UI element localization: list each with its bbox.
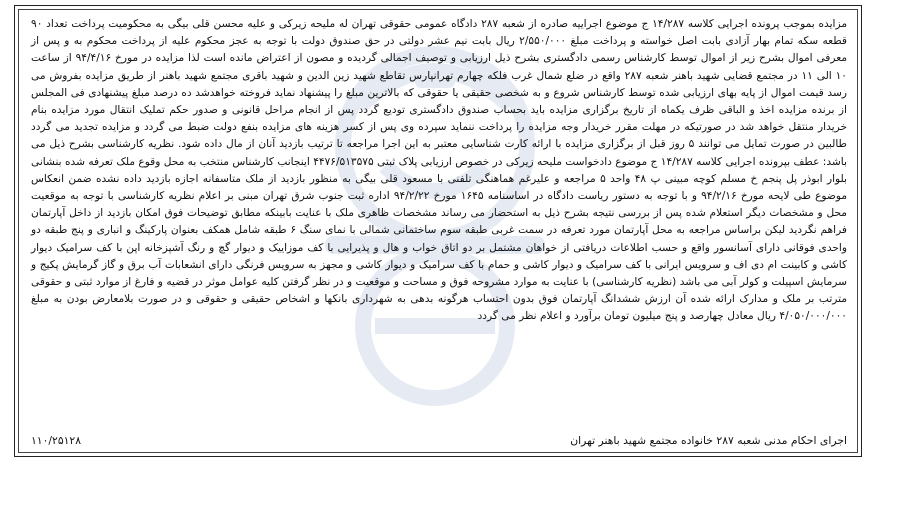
notice-code: ۱۱۰/۲۵۱۲۸ (31, 434, 82, 447)
legal-notice-frame (14, 5, 862, 457)
notice-text: مزایده بموجب پرونده اجرایی کلاسه ۱۴/۲۸۷ ج موضوع اجراییه صادره از شعبه ۲۸۷ دادگاه عمومی حقوقی تهران له ملیحه زیرکی و علیه محسن قلی بیگی به محکومیت پرداخت تعداد ۹۰ قطعه سکه تمام بهار آزادی بابت اصل خواسته و پرداخت مبلغ ۲/۵۵۰/۰۰۰ ریال بابت نیم عشر دولتی در حق صندوق دولت با توجه به عجز محکوم علیه از پرداخت محکوم به و پس از معرفی اموال بشرح زیر از اموال توسط کارشناس رسمی دادگستری بشرح ذیل ارزیابی و توصیف اجمالی گردیده و مصون از اعتراض مانده است لذا مزایده در مورخ ۹۴/۴/۱۶ از ساعت ۱۰ الی ۱۱ در مجتمع قضایی شهید باهنر شعبه ۲۸۷ واقع در ضلع شمال غرب فلکه چهارم تهرانپارس تقاطع شهید زین الدین و شهید باقری مجتمع شهید باهنر از طریق مزایده بفروش می رسد قیمت اموال از پایه بهای ارزیابی شده توسط کارشناس شروع و به شخصی حقیقی یا حقوقی که بالاترین مبلغ را پیشنهاد نماید فروخته خواهدشد ده درصد مبلغ پیشنهادی فی المجلس از برنده مزایده اخذ و الباقی ظرف یکماه از تاریخ برگزاری مزایده باید بحساب صندوق دادگستری تودیع گردد پس از انجام مراحل قانونی و صدور حکم تملیک انتقال مورد مزایده بنام خریدار منتقل خواهد شد در صورتیکه در مهلت مقرر خریدار وجه مزایده را پرداخت ننماید سپرده وی پس از کسر هزینه های مزایده بنفع دولت ضبط می گردد و مزایده تجدید می گردد طالبین در صورت تمایل می توانند ۵ روز قبل از برگزاری مزایده با ارائه کارت شناسایی معتبر به این اجرا مراجعه تا ترتیب بازدید آنان از مال داده شود. نظریه کارشناسی بشرح ذیل می باشد: عطف بپرونده اجرایی کلاسه ۱۴/۲۸۷ ج موضوع دادخواست ملیحه زیرکی در خصوص ارزیابی پلاک ثبتی ۴۴۷۶/۵۱۳۵۷۵ اینجانب کارشناس منتخب به محل وقوع ملک تعرفه شده بنشانی بلوار ابوذر پل پنجم خ مسلم کوچه مبینی پ ۴۸ واحد ۵ مراجعه و علیرغم هماهنگی تلفنی با مسعود قلی بیگی به منظور بازدید از ملک متاسفانه اجازه بازدید داده نشده ضمن انعکاس موضوع طی لایحه مورخ ۹۴/۲/۱۶ و با توجه به دستور ریاست دادگاه در اساسنامه ۱۶۴۵ مورخ ۹۴/۲/۲۲ اداره ثبت جنوب شرق تهران مبنی بر اعلام نظریه کارشناسی با توجه به موقعیت محل و مشخصات دیگر استعلام شده پس از بررسی نتیجه بشرح ذیل به استحضار می رساند مشخصات ظاهری ملک با عنایت بابینکه مطابق توضیحات فوق امکان بازدید از داخل آپارتمان فراهم نگردید لیکن براساس مراجعه به محل آپارتمان مورد تعرفه در سمت غربی طبقه سوم ساختمانی شمالی با نمای سنگ ۶ طبقه شامل همکف بعنوان پارکینگ و انباری و پنج طبقه دو واحدی فوقانی دارای آسانسور واقع و حسب اطلاعات دریافتی از خواهان مشتمل بر دو اتاق خواب و هال و پذیرایی با کف موزاییک و دیوار گچ و رنگ آشپزخانه اپن با کف سرامیک دیوار کاشی و کابینت ام دی اف و سرویس ایرانی با کف سرامیک و دیوار کاشی و حمام با کف سرامیک و دیوار کاشی و مجهز به سرویس فرنگی دارای انشعابات آب برق و گاز گرمایش پکیج و سرمایش اسپیلت و کولر آبی می باشد (نظریه کارشناسی) با عنایت به موارد مشروحه فوق و مساحت و موقعیت و در نظر گرفتن کلیه عوامل موثر در قضیه و فارغ از موارد ثبتی و حقوقی مترتب بر ملک و مدارک ارائه شده آن ارزش ششدانگ آپارتمان فوق بدون احتساب هرگونه بدهی به شهرداری بانکها و اشخاص حقیقی و حقوقی و در صورت بلامعارض بودن به مبلغ ۴/۰۵۰/۰۰۰/۰۰۰ ریال معادل چهارصد و پنج میلیون تومان برآورد و اعلام نظر می گردد (31, 18, 848, 323)
issuer-signature: اجرای احکام مدنی شعبه ۲۸۷ خانواده مجتمع شهید باهنر تهران (570, 434, 847, 447)
notice-footer (31, 434, 847, 447)
notice-body (31, 16, 847, 326)
